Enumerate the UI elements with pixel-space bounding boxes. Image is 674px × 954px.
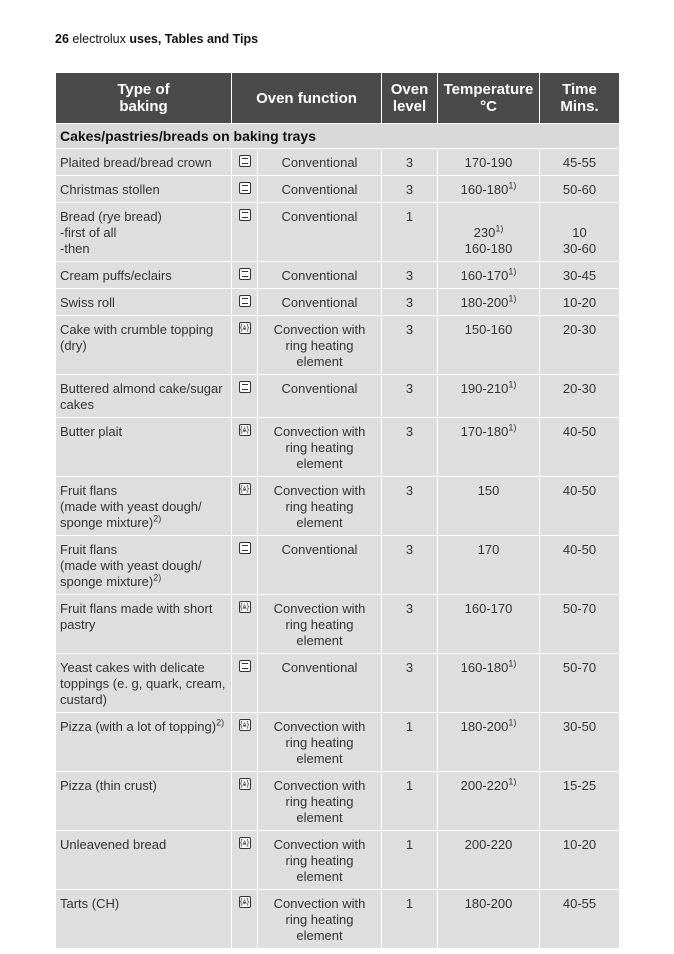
table-row — [56, 203, 620, 262]
conventional-icon — [239, 295, 251, 307]
fan-icon — [239, 322, 251, 334]
oven-function-icon-cell — [232, 316, 258, 375]
temperature-cell: 170-180$^{1)}$ — [438, 418, 540, 477]
footnote-marker: 1) — [508, 658, 517, 669]
oven-function-cell: Conventional — [258, 289, 382, 316]
baking-type-cell: Butter plait — [56, 418, 232, 477]
temperature-cell: 230$^{1)}$ 160-180 — [438, 203, 540, 262]
baking-type-cell: Tarts (CH) — [56, 890, 232, 949]
time-cell: 10 30-60 — [540, 203, 620, 262]
oven-function-icon-cell — [232, 890, 258, 949]
temperature-cell: 160-170$^{1)}$ — [438, 262, 540, 289]
oven-function-cell: Conventional — [258, 375, 382, 418]
time-cell: 50-70 — [540, 595, 620, 654]
fan-icon — [239, 719, 251, 731]
oven-level-cell: 1 — [382, 831, 438, 890]
table-row — [56, 595, 620, 654]
conventional-icon — [239, 155, 251, 167]
footnote-marker: 1) — [508, 776, 517, 787]
fan-icon — [239, 601, 251, 613]
table-row — [56, 890, 620, 949]
table-row — [56, 149, 620, 176]
oven-function-icon-cell — [232, 713, 258, 772]
page-header — [55, 32, 258, 46]
oven-level-cell: 3 — [382, 176, 438, 203]
conventional-icon — [239, 660, 251, 672]
oven-function-cell: Conventional — [258, 176, 382, 203]
fan-icon — [239, 837, 251, 849]
oven-function-icon-cell — [232, 203, 258, 262]
conventional-icon — [239, 209, 251, 221]
baking-type-cell: Unleavened bread — [56, 831, 232, 890]
time-cell: 50-60 — [540, 176, 620, 203]
temperature-cell: 180-200$^{1)}$ — [438, 289, 540, 316]
footnote-marker: 1) — [508, 180, 517, 191]
baking-type-cell: Fruit flans (made with yeast dough/ sponge mixture)$^{2)}$ — [56, 536, 232, 595]
time-cell: 10-20 — [540, 831, 620, 890]
footnote-marker: 1) — [495, 223, 504, 234]
time-cell: 20-30 — [540, 375, 620, 418]
section-row — [56, 124, 620, 149]
temperature-cell: 180-200 — [438, 890, 540, 949]
oven-function-cell: Convection with ring heating element — [258, 831, 382, 890]
fan-icon — [239, 483, 251, 495]
footnote-marker: 1) — [508, 717, 517, 728]
baking-type-cell: Swiss roll — [56, 289, 232, 316]
conventional-icon — [239, 542, 251, 554]
section-label: Cakes/pastries/breads on baking trays — [56, 124, 620, 149]
time-cell: 10-20 — [540, 289, 620, 316]
temperature-cell: 200-220$^{1)}$ — [438, 772, 540, 831]
time-cell: 15-25 — [540, 772, 620, 831]
oven-level-cell: 3 — [382, 149, 438, 176]
col-oven-level: Oven level — [382, 73, 438, 124]
oven-function-cell: Conventional — [258, 149, 382, 176]
oven-function-icon-cell — [232, 375, 258, 418]
table-row — [56, 418, 620, 477]
table-row — [56, 262, 620, 289]
oven-function-cell: Conventional — [258, 654, 382, 713]
oven-function-icon-cell — [232, 176, 258, 203]
brand-name: electrolux — [72, 32, 126, 46]
oven-function-icon-cell — [232, 654, 258, 713]
temperature-cell: 160-170 — [438, 595, 540, 654]
oven-function-icon-cell — [232, 536, 258, 595]
oven-level-cell: 1 — [382, 890, 438, 949]
footnote-marker: 2) — [216, 717, 225, 728]
temperature-cell: 180-200$^{1)}$ — [438, 713, 540, 772]
time-cell: 30-45 — [540, 262, 620, 289]
baking-type-cell: Pizza (with a lot of topping)$^{2)}$ — [56, 713, 232, 772]
time-cell: 20-30 — [540, 316, 620, 375]
col-oven-function: Oven function — [232, 73, 382, 124]
oven-level-cell: 3 — [382, 316, 438, 375]
table-row — [56, 477, 620, 536]
baking-type-cell: Plaited bread/bread crown — [56, 149, 232, 176]
time-cell: 40-50 — [540, 477, 620, 536]
table-row — [56, 536, 620, 595]
time-cell: 40-55 — [540, 890, 620, 949]
col-temperature: Temperature °C — [438, 73, 540, 124]
table-row — [56, 176, 620, 203]
oven-level-cell: 3 — [382, 289, 438, 316]
oven-level-cell: 3 — [382, 477, 438, 536]
table-row — [56, 654, 620, 713]
table-row — [56, 713, 620, 772]
oven-function-cell: Convection with ring heating element — [258, 713, 382, 772]
temperature-cell: 200-220 — [438, 831, 540, 890]
section-title: uses, Tables and Tips — [129, 32, 259, 46]
oven-level-cell: 1 — [382, 772, 438, 831]
oven-function-cell: Convection with ring heating element — [258, 477, 382, 536]
baking-type-cell: Bread (rye bread) -first of all -then — [56, 203, 232, 262]
baking-type-cell: Pizza (thin crust) — [56, 772, 232, 831]
temperature-cell: 150 — [438, 477, 540, 536]
footnote-marker: 2) — [153, 513, 162, 524]
footnote-marker: 1) — [508, 293, 517, 304]
temperature-cell: 170 — [438, 536, 540, 595]
time-cell: 45-55 — [540, 149, 620, 176]
table-row — [56, 316, 620, 375]
baking-type-cell: Fruit flans made with short pastry — [56, 595, 232, 654]
oven-function-cell: Convection with ring heating element — [258, 595, 382, 654]
baking-type-cell: Cream puffs/eclairs — [56, 262, 232, 289]
table-row — [56, 375, 620, 418]
conventional-icon — [239, 182, 251, 194]
oven-function-icon-cell — [232, 831, 258, 890]
time-cell: 50-70 — [540, 654, 620, 713]
oven-function-icon-cell — [232, 289, 258, 316]
footnote-marker: 1) — [508, 379, 517, 390]
oven-level-cell: 3 — [382, 595, 438, 654]
baking-table — [55, 72, 620, 949]
page-number: 26 — [55, 32, 69, 46]
conventional-icon — [239, 268, 251, 280]
table-row — [56, 289, 620, 316]
oven-function-icon-cell — [232, 418, 258, 477]
fan-icon — [239, 424, 251, 436]
time-cell: 40-50 — [540, 536, 620, 595]
oven-function-cell: Convection with ring heating element — [258, 316, 382, 375]
footnote-marker: 2) — [153, 572, 162, 583]
oven-level-cell: 3 — [382, 536, 438, 595]
oven-function-icon-cell — [232, 477, 258, 536]
col-type-of-baking: Type of baking — [56, 73, 232, 124]
baking-type-cell: Christmas stollen — [56, 176, 232, 203]
conventional-icon — [239, 381, 251, 393]
oven-level-cell: 3 — [382, 654, 438, 713]
oven-function-icon-cell — [232, 595, 258, 654]
oven-function-cell: Conventional — [258, 203, 382, 262]
oven-function-cell: Convection with ring heating element — [258, 772, 382, 831]
oven-function-icon-cell — [232, 772, 258, 831]
fan-icon — [239, 896, 251, 908]
temperature-cell: 170-190 — [438, 149, 540, 176]
baking-type-cell: Yeast cakes with delicate toppings (e. g, quark, cream, custard) — [56, 654, 232, 713]
oven-function-cell: Conventional — [258, 536, 382, 595]
footnote-marker: 1) — [508, 422, 517, 433]
table-row — [56, 772, 620, 831]
fan-icon — [239, 778, 251, 790]
table-header-row — [56, 73, 620, 124]
time-cell: 30-50 — [540, 713, 620, 772]
oven-level-cell: 1 — [382, 203, 438, 262]
col-time: Time Mins. — [540, 73, 620, 124]
oven-function-cell: Convection with ring heating element — [258, 890, 382, 949]
oven-function-cell: Convection with ring heating element — [258, 418, 382, 477]
oven-level-cell: 3 — [382, 418, 438, 477]
oven-function-icon-cell — [232, 149, 258, 176]
temperature-cell: 160-180$^{1)}$ — [438, 654, 540, 713]
baking-type-cell: Buttered almond cake/sugar cakes — [56, 375, 232, 418]
baking-type-cell: Fruit flans (made with yeast dough/ sponge mixture)$^{2)}$ — [56, 477, 232, 536]
oven-level-cell: 3 — [382, 262, 438, 289]
footnote-marker: 1) — [508, 266, 517, 277]
temperature-cell: 160-180$^{1)}$ — [438, 176, 540, 203]
oven-function-icon-cell — [232, 262, 258, 289]
oven-level-cell: 1 — [382, 713, 438, 772]
oven-function-cell: Conventional — [258, 262, 382, 289]
temperature-cell: 150-160 — [438, 316, 540, 375]
temperature-cell: 190-210$^{1)}$ — [438, 375, 540, 418]
baking-type-cell: Cake with crumble topping (dry) — [56, 316, 232, 375]
table-row — [56, 831, 620, 890]
oven-level-cell: 3 — [382, 375, 438, 418]
time-cell: 40-50 — [540, 418, 620, 477]
